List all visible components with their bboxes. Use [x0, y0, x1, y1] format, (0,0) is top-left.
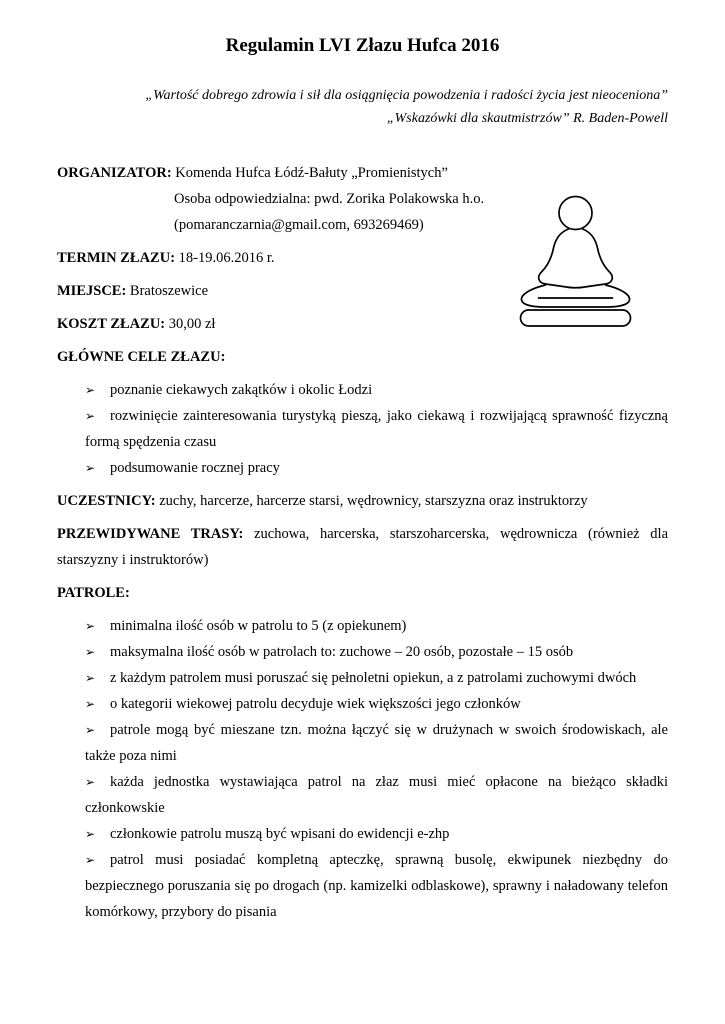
- list-item: [57, 403, 668, 455]
- quote-line-1: „Wartość dobrego zdrowia i sił dla osiągnięcia powodzenia i radości życia jest nieoceniona”: [145, 88, 668, 103]
- arrow-bullet-icon: ➢: [85, 619, 96, 633]
- trasy-value: zuchowa, harcerska, starszoharcerska, wędrownicza (również dla starszyzny i instruktorów): [57, 526, 669, 568]
- list-item-text: z każdym patrolem musi poruszać się pełnoletni opiekun, a z patrolami zuchowymi dwóch: [110, 670, 637, 686]
- list-item-text: podsumowanie rocznej pracy: [110, 460, 280, 476]
- patrole-list: [57, 613, 668, 925]
- patrole-label: PATROLE:: [57, 585, 130, 601]
- termin-label: TERMIN ZŁAZU:: [57, 250, 176, 266]
- list-item-text: o kategorii wiekowej patrolu decyduje wiek większości jego członków: [110, 696, 521, 712]
- list-item-text: patrol musi posiadać kompletną apteczkę, sprawną busolę, ekwipunek niezbędny do bezpiecznego poruszania się po drogach (np. kamizelki odblaskowe), sprawny i naładowany telefon komórkowy, przybory do pisania: [85, 852, 668, 920]
- arrow-bullet-icon: ➢: [85, 409, 96, 423]
- section-cele-heading: [57, 344, 668, 370]
- arrow-bullet-icon: ➢: [85, 697, 96, 711]
- list-item: [57, 821, 668, 847]
- arrow-bullet-icon: ➢: [85, 775, 96, 789]
- organizator-line-1: [57, 160, 668, 186]
- list-item: [57, 847, 668, 925]
- arrow-bullet-icon: ➢: [85, 461, 96, 475]
- field-trasy: [57, 521, 668, 573]
- organizator-line-2: Osoba odpowiedzialna: pwd. Zorika Polakowska h.o.: [174, 191, 485, 207]
- miejsce-value: Bratoszewice: [129, 283, 209, 299]
- arrow-bullet-icon: ➢: [85, 723, 96, 737]
- organizator-line-3: (pomaranczarnia@gmail.com, 693269469): [174, 217, 424, 233]
- list-item: [57, 639, 668, 665]
- document-title: Regulamin LVI Złazu Hufca 2016: [225, 35, 500, 56]
- organizator-label: ORGANIZATOR:: [57, 165, 172, 181]
- list-item-text: rozwinięcie zainteresowania turystyką pieszą, jako ciekawą i rozwijającą sprawność fizyczną formą spędzenia czasu: [85, 408, 668, 450]
- list-item-text: patrole mogą być mieszane tzn. można łączyć się w drużynach w swoich środowiskach, ale także poza nimi: [85, 722, 668, 764]
- arrow-bullet-icon: ➢: [85, 827, 96, 841]
- koszt-label: KOSZT ZŁAZU:: [57, 316, 166, 332]
- meditating-person-icon: [506, 194, 646, 336]
- uczestnicy-value: zuchy, harcerze, harcerze starsi, wędrownicy, starszyzna oraz instruktorzy: [159, 493, 588, 509]
- list-item: [57, 769, 668, 821]
- arrow-bullet-icon: ➢: [85, 853, 96, 867]
- organizator-value: Komenda Hufca Łódź-Bałuty „Promienistych”: [175, 165, 448, 181]
- koszt-value: 30,00 zł: [168, 316, 216, 332]
- arrow-bullet-icon: ➢: [85, 671, 96, 685]
- list-item-text: minimalna ilość osób w patrolu to 5 (z opiekunem): [110, 618, 407, 634]
- miejsce-label: MIEJSCE:: [57, 283, 127, 299]
- list-item-text: każda jednostka wystawiająca patrol na złaz musi mieć opłacone na bieżąco składki członkowskie: [85, 774, 668, 816]
- list-item-text: maksymalna ilość osób w patrolach to: zuchowe – 20 osób, pozostałe – 15 osób: [110, 644, 574, 660]
- uczestnicy-label: UCZESTNICY:: [57, 493, 156, 509]
- cele-list: [57, 377, 668, 481]
- termin-value: 18-19.06.2016 r.: [178, 250, 275, 266]
- list-item: [57, 665, 668, 691]
- section-patrole-heading: [57, 580, 668, 606]
- quote-line-2: „Wskazówki dla skautmistrzów” R. Baden-Powell: [386, 111, 668, 126]
- list-item: [57, 691, 668, 717]
- list-item: [57, 377, 668, 403]
- arrow-bullet-icon: ➢: [85, 383, 96, 397]
- list-item: [57, 455, 668, 481]
- list-item-text: członkowie patrolu muszą być wpisani do ewidencji e-zhp: [110, 826, 450, 842]
- list-item: [57, 717, 668, 769]
- trasy-label: PRZEWIDYWANE TRASY:: [57, 526, 244, 542]
- field-uczestnicy: [57, 488, 668, 514]
- cele-label: GŁÓWNE CELE ZŁAZU:: [57, 349, 226, 365]
- arrow-bullet-icon: ➢: [85, 645, 96, 659]
- list-item-text: poznanie ciekawych zakątków i okolic Łodzi: [110, 382, 373, 398]
- list-item: [57, 613, 668, 639]
- quote-block: [57, 84, 668, 130]
